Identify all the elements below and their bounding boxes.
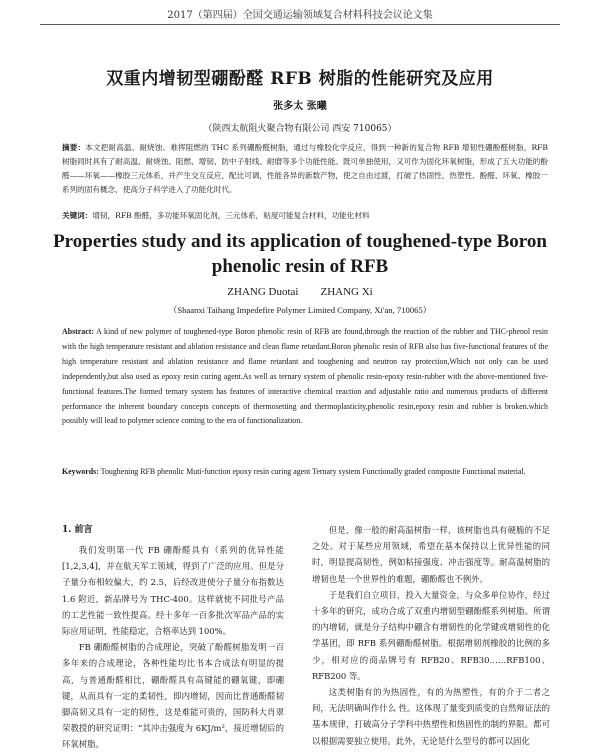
chinese-title: 双重内增韧型硼酚醛 RFB 树脂的性能研究及应用	[106, 69, 494, 89]
section-heading-introduction: 1. 前言	[62, 525, 93, 535]
chinese-affiliation: （陕西太航阻火聚合物有限公司 西安 710065）	[203, 124, 397, 134]
chinese-abstract-label: 摘要：	[62, 143, 86, 152]
english-keywords	[62, 465, 548, 479]
header-rule	[40, 24, 560, 25]
author-2: ZHANG Xi	[320, 286, 373, 298]
chinese-keywords-label: 关键词：	[62, 211, 93, 220]
chinese-authors: 张多太 张曦	[273, 101, 327, 112]
running-head: 2017（第四届）全国交通运输领域复合材料科技会议论文集	[167, 10, 433, 21]
chinese-abstract-text: 本文把耐高温、耐烧蚀、难挥阻燃的 THC 系列硼酚醛树脂，通过与橡胶化学反应，得到一种新的复合物 RFB 增韧性硼酚醛树脂，RFB 树脂同时具有了耐高温、耐烧蚀、阻燃、增韧、防中子射线、耐磨等多个功能性能。既可单独使用，又可作为固化环氧树脂，形成了五大功能的酚醛——环氧——橡胶三元体系，并产生交互反应，配比可调，性能各异的新数产物，使之自由过渡，打破了热固性、热塑性、酚醛、环氧、橡胶一系列的固有概念，使高分子科学进入了功能化时代。	[62, 143, 549, 194]
english-keywords-label: Keywords:	[62, 467, 99, 476]
paragraph: 这类树脂有的为热固性，有的为热塑性，有的介于二者之间，无法明确叫作什么 性。这体现了量变到质变的自然辩证法的基本规律，打破高分子学科中热塑性和热固性的制约界限。都可以根据需要独立使用。此外，无论是什么型号的都可以固化	[312, 687, 550, 746]
paragraph: 于是我们自立项目，投入大量资金，与众多单位协作，经过十多年的研究，成功合成了双重内增韧型硼酚醛系列树脂。所谓的内增韧，就是分子结构中硼含有增韧性的化学键或增韧性的化学基团，即 RFB 系列硼酚醛树脂。根据增韧剂橡胶的比例的多少，相对应的商品牌号有 RFB20、RFB30……RFB100、RFB200 等。	[312, 589, 550, 681]
paragraph: 但是，像一般的耐高温树脂一样，该树脂也具有硬脆的不足之处。对于某些应用领域，希望在基本保持以上优异性能的同时，明显提高韧性，例如粘接强度、冲击强度等。耐高温树脂的增韧也是一个世界性的难题，硼酚醛也不例外。	[312, 525, 550, 584]
chinese-keywords	[62, 210, 548, 222]
chinese-abstract	[62, 141, 548, 197]
chinese-keywords-text: 增韧，RFB 酚醛，多功能环氧固化剂，三元体系，粘度可能复合材料，功能化材料	[92, 211, 370, 220]
author-1: ZHANG Duotai	[227, 286, 299, 298]
paragraph: 我们发明第一代 FB 硼酚醛具有（系列的优异性能[1,2,3,4]，并在航天军工领域，得到了广泛的应用。但是分子量分布相较偏大，约 2.5，后经改进使分子量分布指数达 1.6 附近，新品牌号为 THC-400。这样就使不同批号产品的工艺性能一致性提高。经十多年一百多批次军品产品的实际应用证明，性能稳定，合格率达到 100%。	[62, 545, 284, 637]
english-affiliation: （Shaanxi Taihang Impedefire Polymer Limited Company, Xi'an, 710065）	[168, 305, 432, 315]
english-authors	[40, 286, 560, 298]
english-abstract-label: Abstract:	[62, 327, 94, 336]
left-column	[62, 542, 284, 753]
paragraph: FB 硼酚醛树脂的合成理论，突破了酚醛树脂发明一百多年来的合成理论，各种性能均比书本合成法有明显的提高，与普通酚醛相比，硼酚醛具有高键能的硼氧键，即硼键，从而具有一定的柔韧性，即内增韧，因而比普通酚醛韧脚高韧又具有一定的韧性，这是难能可贵的，国防科大肖翠荣教授的研究证明：“其冲击强度为 6KJ/m²，接近增韧后的环氧树脂。	[62, 642, 284, 750]
right-column	[312, 522, 550, 749]
english-keywords-text: Toughening RFB phenolic Muti-function epoxy resin curing agent Ternary system Functionally graded composite Functional material.	[100, 467, 526, 476]
english-abstract-text: A kind of new polymer of toughened-type Boron phenolic resin of RFB are found,through the reaction of the rubber and THC-phenol resin with the high temperature resistant and ablation resistance and clean flame retardant.Boron phenolic resin of RFB also has five-functional features of the high temperature resistant and ablation resistance and flame retardant and toughening and neutron ray protection,Which not only can be used independently,but also used as epoxy resin curing agent.As well as ternary system of phenolic resin-epoxy resin-rubber with the above-mentioned five-functional features.The formed ternary system has features of interactive chemical reaction and adjustable ratio and numerous products of different performance the inherent boundary concepts concepts of thermosetting and thermoplasticity,phenolic resin,epoxy resin and rubber is broken.which possibly will lead to polymer science coming to the era of functionalization.	[62, 327, 548, 426]
english-title: Properties study and its application of toughened-type Boron phenolic resin of RFB	[53, 231, 547, 277]
english-abstract	[62, 325, 548, 429]
